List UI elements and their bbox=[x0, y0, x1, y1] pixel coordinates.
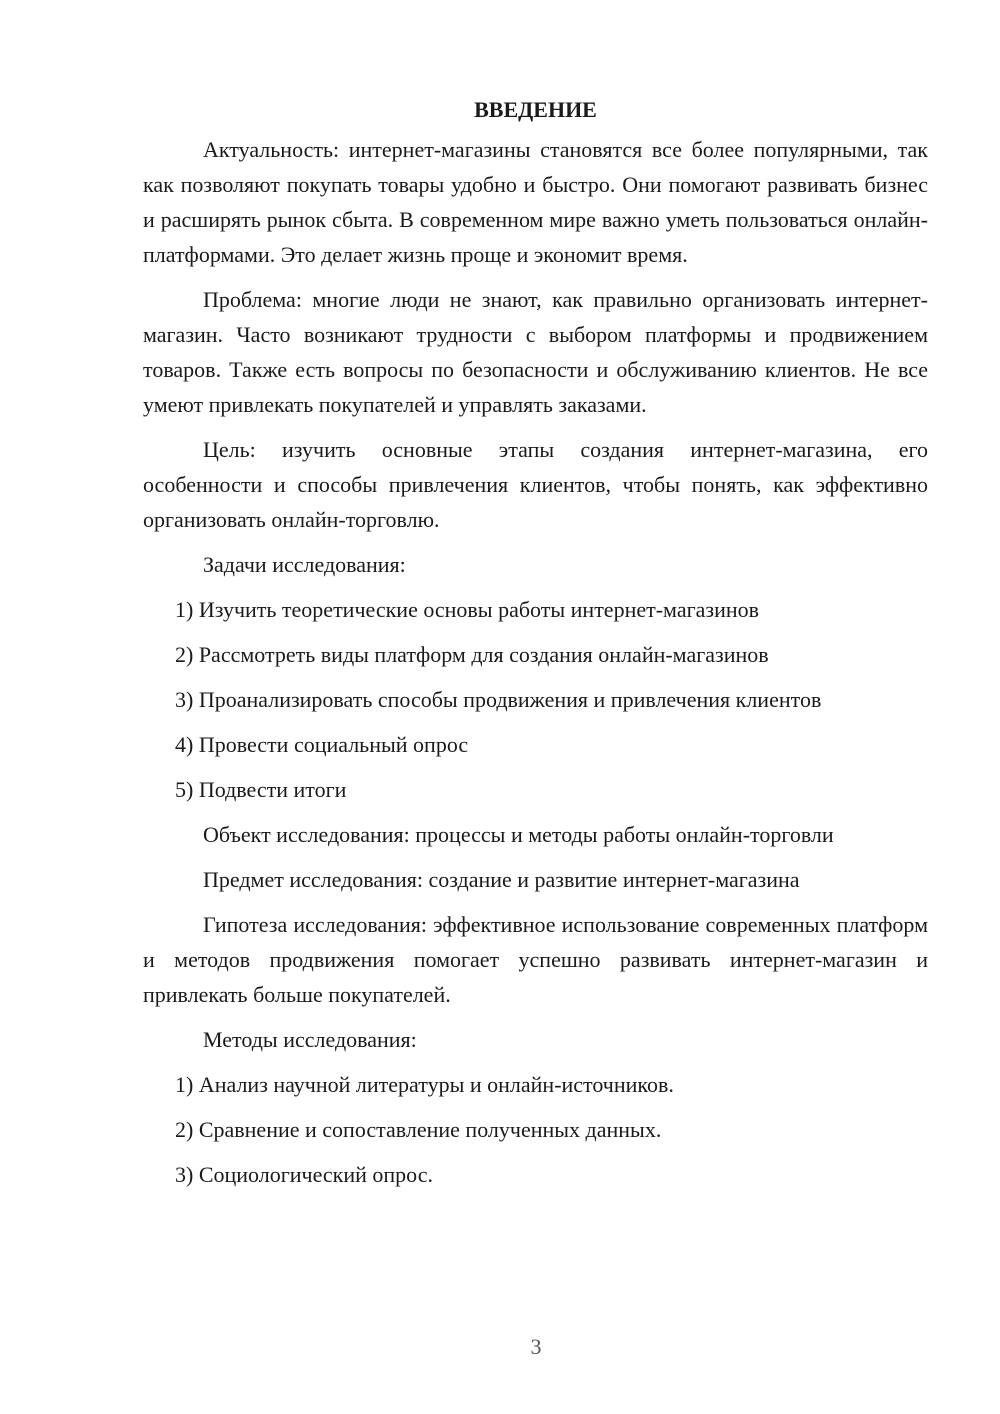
hypothesis-paragraph: Гипотеза исследования: эффективное использование современных платформ и методов продвижения помогает успешно развивать интернет-магазин и привлекать больше покупателей. bbox=[143, 912, 928, 1007]
task-item: 2) Рассмотреть виды платформ для создания онлайн-магазинов bbox=[175, 642, 769, 667]
task-item: 3) Проанализировать способы продвижения и привлечения клиентов bbox=[175, 687, 822, 712]
methods-heading: Методы исследования: bbox=[203, 1027, 417, 1052]
page-content bbox=[143, 94, 928, 1202]
object-paragraph: Объект исследования: процессы и методы работы онлайн-торговли bbox=[203, 822, 834, 847]
problem-paragraph: Проблема: многие люди не знают, как правильно организовать интернет-магазин. Часто возникают трудности с выбором платформы и продвижением товаров. Также есть вопросы по безопасности и обслуживанию клиентов. Не все умеют привлекать покупателей и управлять заказами. bbox=[143, 287, 928, 417]
tasks-list bbox=[143, 592, 928, 807]
tasks-heading: Задачи исследования: bbox=[203, 552, 406, 577]
task-item: 5) Подвести итоги bbox=[175, 777, 347, 802]
task-item: 4) Провести социальный опрос bbox=[175, 732, 469, 757]
relevance-paragraph: Актуальность: интернет-магазины становятся все более популярными, так как позволяют покупать товары удобно и быстро. Они помогают развивать бизнес и расширять рынок сбыта. В современном мире важно уметь пользоваться онлайн-платформами. Это делает жизнь проще и экономит время. bbox=[143, 137, 928, 267]
method-item: 1) Анализ научной литературы и онлайн-источников. bbox=[175, 1072, 674, 1097]
goal-paragraph: Цель: изучить основные этапы создания интернет-магазина, его особенности и способы привлечения клиентов, чтобы понять, как эффективно организовать онлайн-торговлю. bbox=[143, 437, 928, 532]
methods-list bbox=[143, 1067, 928, 1192]
subject-paragraph: Предмет исследования: создание и развитие интернет-магазина bbox=[203, 867, 800, 892]
section-title: ВВЕДЕНИЕ bbox=[474, 97, 597, 122]
method-item: 2) Сравнение и сопоставление полученных данных. bbox=[175, 1117, 662, 1142]
method-item: 3) Социологический опрос. bbox=[175, 1162, 433, 1187]
task-item: 1) Изучить теоретические основы работы интернет-магазинов bbox=[175, 597, 759, 622]
page-number: 3 bbox=[530, 1334, 542, 1359]
